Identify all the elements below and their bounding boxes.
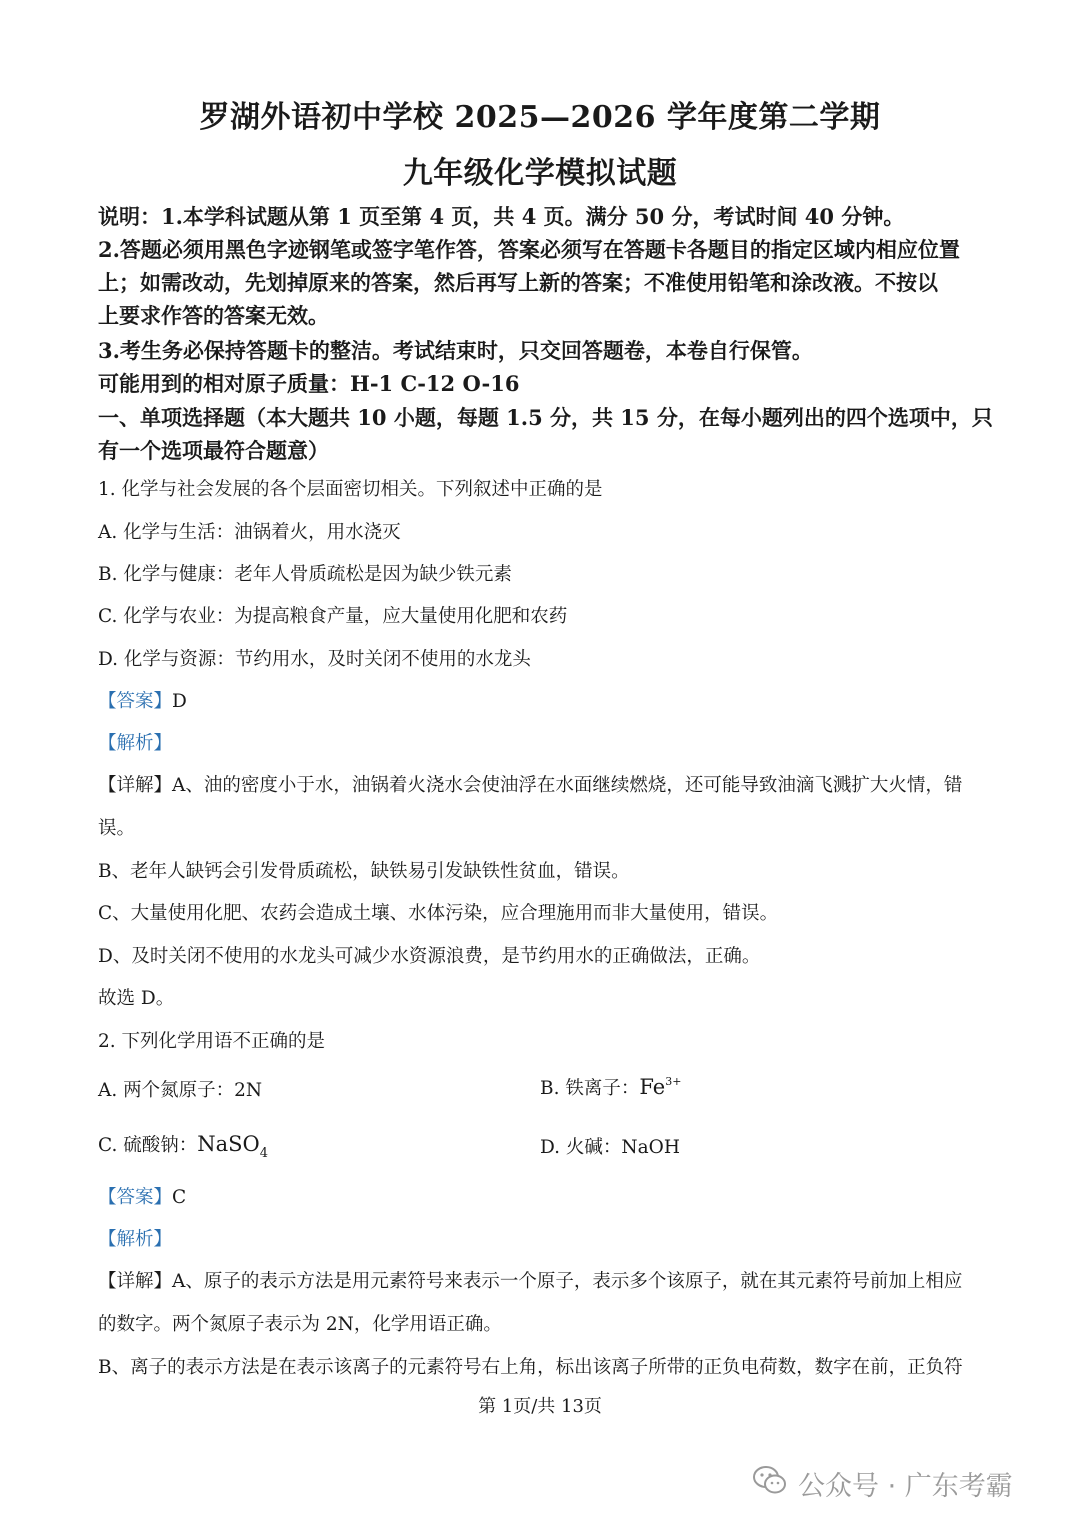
q2-detail-a1: A、原子的表示方法是用元素符号来表示一个原子，表示多个该原子，就在其元素符号前加上相应 bbox=[172, 1271, 963, 1292]
q1-conclusion: 故选 D。 bbox=[98, 988, 175, 1009]
q1-analysis-tag: 【解析】 bbox=[98, 733, 173, 754]
q2-option-c-subscript: 4 bbox=[259, 1146, 269, 1161]
q1-option-d: D. 化学与资源：节约用水，及时关闭不使用的水龙头 bbox=[98, 649, 531, 670]
q1-option-c: C. 化学与农业：为提高粮食产量，应大量使用化肥和农药 bbox=[98, 606, 568, 627]
q1-detail-a1: A、油的密度小于水，油锅着火浇水会使油浮在水面继续燃烧，还可能导致油滴飞溅扩大火情，错 bbox=[172, 775, 963, 796]
q1-option-a: A. 化学与生活：油锅着火，用水浇灭 bbox=[98, 522, 401, 543]
instructions-line-3: 上；如需改动，先划掉原来的答案，然后再写上新的答案；不准使用铅笔和涂改液。不按以 bbox=[98, 270, 938, 295]
page-number: 第 1页/共 13页 bbox=[478, 1396, 602, 1417]
q2-answer-row bbox=[98, 1183, 988, 1209]
q2-answer-tag: 【答案】 bbox=[98, 1187, 173, 1208]
q2-option-b bbox=[540, 1074, 681, 1100]
q1-option-b: B. 化学与健康：老年人骨质疏松是因为缺少铁元素 bbox=[98, 564, 512, 585]
q2-stem: 2. 下列化学用语不正确的是 bbox=[98, 1031, 326, 1052]
q2-option-b-label: B. 铁离子： bbox=[540, 1078, 640, 1099]
wechat-icon bbox=[752, 1464, 788, 1503]
q1-detail-a-row bbox=[98, 771, 988, 797]
watermark-text: 公众号 · 广东考霸 bbox=[798, 1470, 1013, 1502]
section-heading-line-2: 有一个选项最符合题意） bbox=[98, 438, 329, 463]
q1-detail-b: B、老年人缺钙会引发骨质疏松，缺铁易引发缺铁性贫血，错误。 bbox=[98, 861, 630, 882]
q1-answer: D bbox=[172, 691, 187, 712]
q1-stem: 1. 化学与社会发展的各个层面密切相关。下列叙述中正确的是 bbox=[98, 479, 603, 500]
watermark bbox=[752, 1463, 1013, 1503]
q2-detail-a-row bbox=[98, 1267, 988, 1293]
q2-option-b-formula: Fe bbox=[639, 1075, 666, 1099]
q2-option-c bbox=[98, 1131, 268, 1161]
q2-option-b-charge: 3+ bbox=[665, 1075, 682, 1088]
q1-detail-tag: 【详解】 bbox=[98, 775, 173, 796]
instructions-line-4: 上要求作答的答案无效。 bbox=[98, 303, 329, 328]
q2-option-d: D. 火碱：NaOH bbox=[540, 1137, 680, 1158]
title-line-1: 罗湖外语初中学校 2025—2026 学年度第二学期 bbox=[199, 100, 881, 135]
q1-detail-d: D、及时关闭不使用的水龙头可减少水资源浪费，是节约用水的正确做法，正确。 bbox=[98, 946, 761, 967]
q2-analysis-tag: 【解析】 bbox=[98, 1229, 173, 1250]
q2-detail-a2: 的数字。两个氮原子表示为 2N，化学用语正确。 bbox=[98, 1314, 502, 1335]
q2-answer: C bbox=[172, 1187, 187, 1208]
instructions-line-2: 2.答题必须用黑色字迹钢笔或签字笔作答，答案必须写在答题卡各题目的指定区域内相应位置 bbox=[98, 237, 960, 262]
atomic-mass-line: 可能用到的相对原子质量：H-1 C-12 O-16 bbox=[98, 371, 520, 396]
q2-option-c-formula: NaSO bbox=[197, 1132, 260, 1156]
section-heading-line-1: 一、单项选择题（本大题共 10 小题，每题 1.5 分，共 15 分，在每小题列出的四个选项中，只 bbox=[98, 405, 993, 430]
q2-detail-tag: 【详解】 bbox=[98, 1271, 173, 1292]
instructions-line-5: 3.考生务必保持答题卡的整洁。考试结束时，只交回答题卷，本卷自行保管。 bbox=[98, 338, 813, 363]
instructions-line-1: 说明：1.本学科试题从第 1 页至第 4 页，共 4 页。满分 50 分，考试时间 40 分钟。 bbox=[98, 204, 905, 229]
q1-detail-c: C、大量使用化肥、农药会造成土壤、水体污染，应合理施用而非大量使用，错误。 bbox=[98, 903, 779, 924]
title-line-2: 九年级化学模拟试题 bbox=[402, 156, 678, 191]
q2-option-c-label: C. 硫酸钠： bbox=[98, 1135, 198, 1156]
q2-detail-b1: B、离子的表示方法是在表示该离子的元素符号右上角，标出该离子所带的正负电荷数，数字在前，正负符 bbox=[98, 1357, 963, 1378]
q1-detail-a2: 误。 bbox=[98, 818, 136, 839]
q1-answer-row bbox=[98, 687, 988, 713]
q2-option-a: A. 两个氮原子：2N bbox=[98, 1080, 263, 1101]
q1-answer-tag: 【答案】 bbox=[98, 691, 173, 712]
